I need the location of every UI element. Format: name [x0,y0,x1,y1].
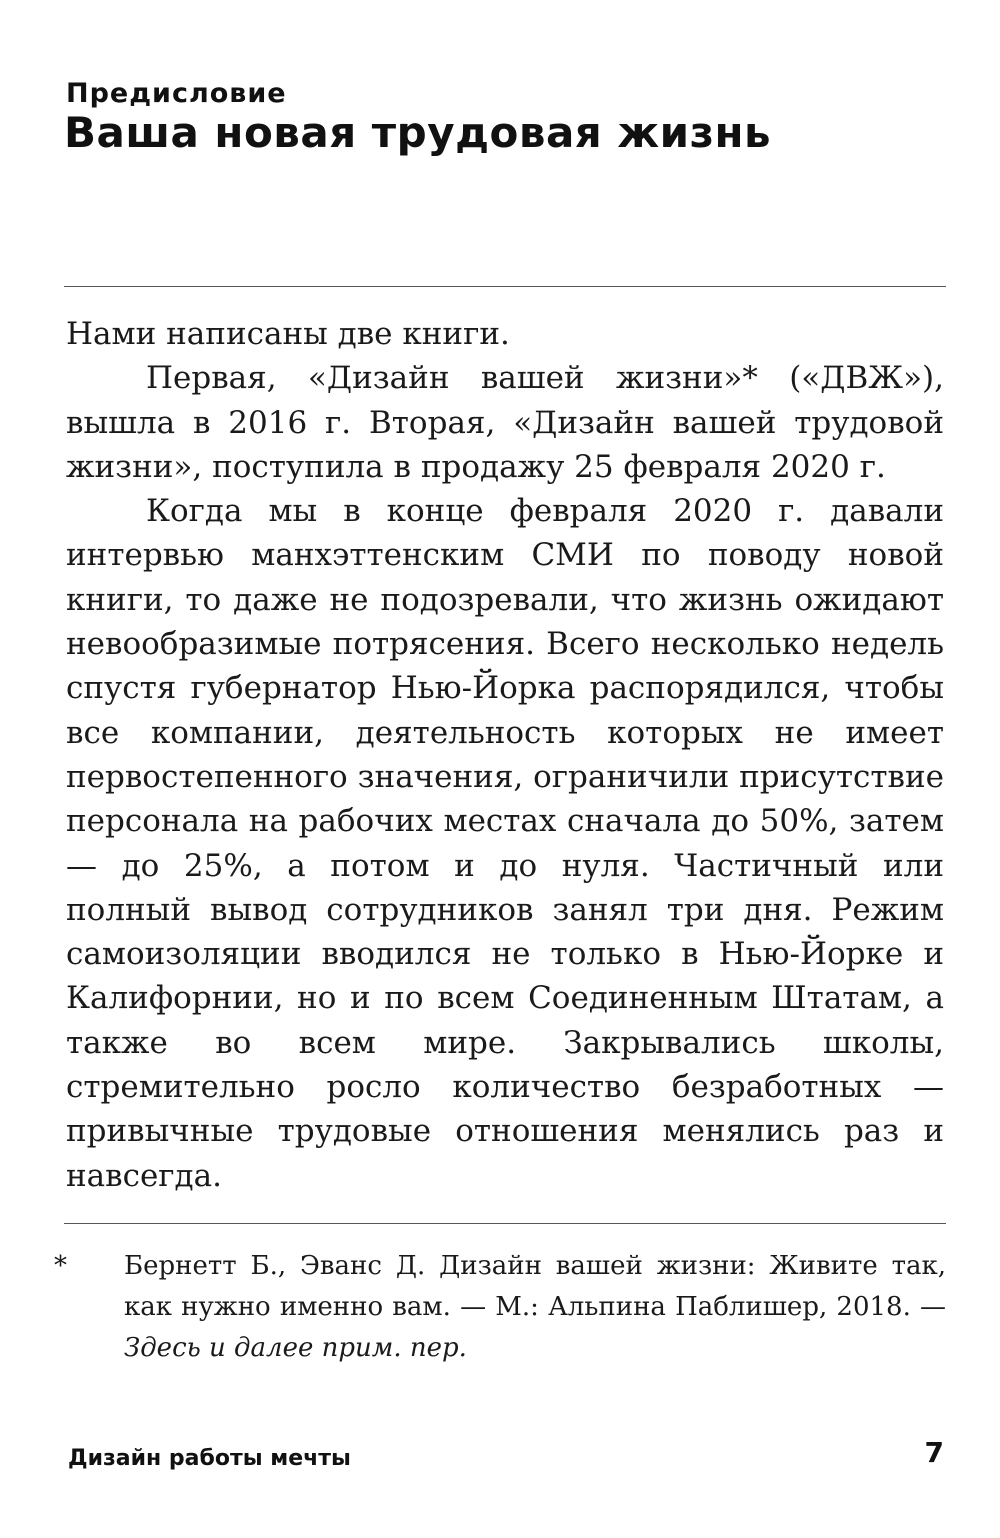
footnote-text [124,1246,946,1369]
paragraph-2: Первая, «Дизайн вашей жизни»* («ДВЖ»), вышла в 2016 г. Вторая, «Дизайн вашей трудовой жизни», поступила в продажу 25 февраля 2020 г. [66,360,944,485]
footnote-mark: * [54,1251,67,1281]
header-divider [64,286,946,287]
body-text [66,312,944,1198]
page-number: 7 [924,1436,944,1469]
footnote [54,1246,946,1369]
paragraph-3: Когда мы в конце февраля 2020 г. давали интервью манхэттенским СМИ по поводу новой книги, то даже не подозревали, что жизнь ожидают невообразимые потрясения. Всего несколько недель спустя губернатор Нью-Йорка распорядился, чтобы все компании, деятельность которых не имеет первостепенного значения, ограничили присутствие персонала на рабочих местах сначала до 50%, затем — до 25%, а потом и до нуля. Частичный или полный вывод сотрудников занял три дня. Режим самоизоляции вводился не только в Нью-Йорке и Калифорнии, но и по всем Соединенным Штатам, а также во всем мире. Закрывались школы, стремительно росло количество безработных — привычные трудовые отношения менялись раз и навсегда. [66,493,944,1194]
footnote-translator-note: Здесь и далее прим. пер. [124,1333,467,1363]
footnote-divider [64,1223,946,1224]
chapter-title: Ваша новая трудовая жизнь [64,108,772,157]
paragraph-1: Нами написаны две книги. [66,316,510,352]
section-kicker: Предисловие [66,78,287,109]
footnote-citation: Бернетт Б., Эванс Д. Дизайн вашей жизни: Живите так, как нужно именно вам. — М.: Альпина Паблишер, 2018. — [124,1251,946,1322]
running-footer-book-title: Дизайн работы мечты [68,1446,351,1471]
